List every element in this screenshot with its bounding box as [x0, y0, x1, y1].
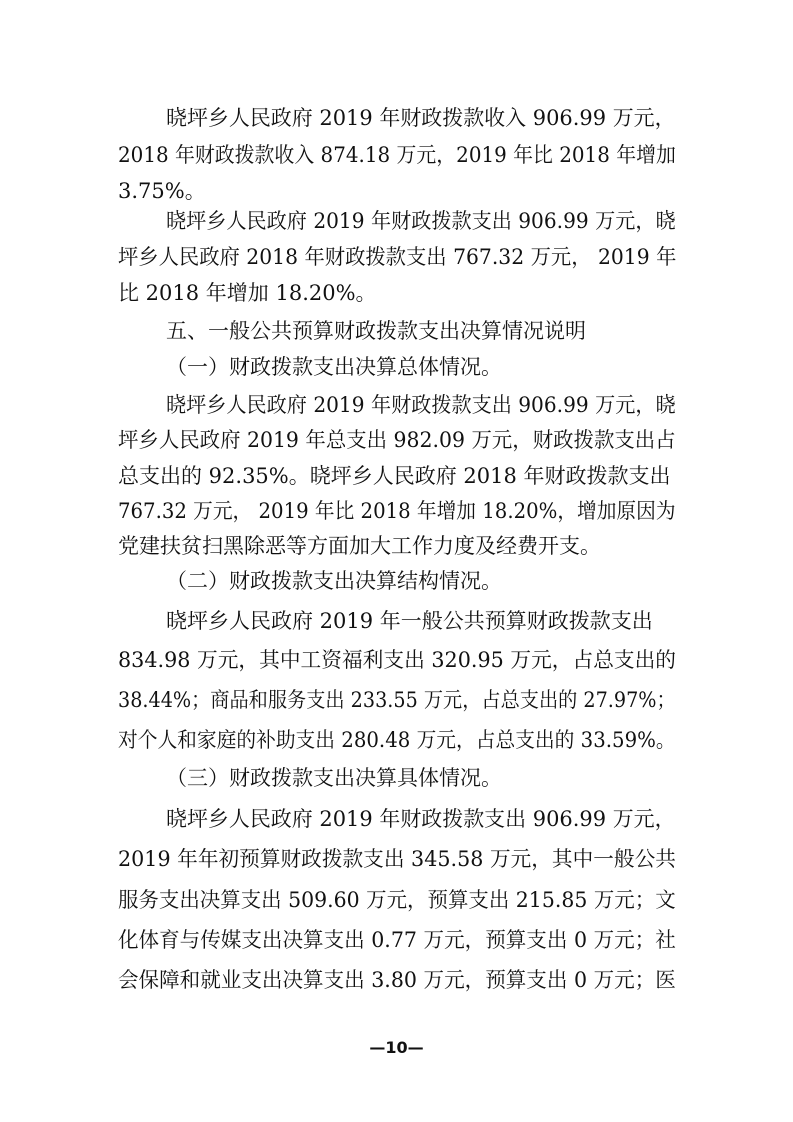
paragraph-line: 坪乡人民政府 2018 年财政拨款支出 767.32 万元， 2019 年	[118, 245, 677, 269]
paragraph-line: 晓坪乡人民政府 2019 年财政拨款收入 906.99 万元，	[166, 106, 676, 130]
paragraph-line: 2019 年年初预算财政拨款支出 345.58 万元，其中一般公共	[118, 847, 676, 871]
paragraph-line: 对个人和家庭的补助支出 280.48 万元，占总支出的 33.59%。	[118, 728, 676, 752]
paragraph-line: 晓坪乡人民政府 2019 年财政拨款支出 906.99 万元，	[166, 807, 676, 831]
subsection-heading: （三）财政拨款支出决算具体情况。	[166, 766, 502, 790]
paragraph-line: 晓坪乡人民政府 2019 年财政拨款支出 906.99 万元，晓	[166, 209, 676, 233]
paragraph-line: 化体育与传媒支出决算支出 0.77 万元，预算支出 0 万元；社	[118, 928, 676, 952]
subsection-heading: （一）财政拨款支出决算总体情况。	[166, 355, 502, 379]
paragraph-line: 总支出的 92.35%。晓坪乡人民政府 2018 年财政拨款支出	[118, 464, 671, 488]
page-number: —10—	[369, 1038, 424, 1057]
paragraph-line: 坪乡人民政府 2019 年总支出 982.09 万元，财政拨款支出占	[118, 428, 676, 452]
paragraph-line: 3.75%。	[118, 179, 206, 203]
paragraph-line: 晓坪乡人民政府 2019 年财政拨款支出 906.99 万元，晓	[166, 393, 676, 417]
paragraph-line: 767.32 万元， 2019 年比 2018 年增加 18.20%，增加原因为	[118, 499, 676, 523]
paragraph-line: 比 2018 年增加 18.20%。	[118, 281, 377, 305]
section-heading: 五、一般公共预算财政拨款支出决算情况说明	[166, 319, 586, 343]
paragraph-line: 2018 年财政拨款收入 874.18 万元，2019 年比 2018 年增加	[118, 143, 676, 167]
paragraph-line: 38.44%；商品和服务支出 233.55 万元，占总支出的 27.97%；	[118, 688, 676, 712]
paragraph-line: 晓坪乡人民政府 2019 年一般公共预算财政拨款支出	[166, 609, 653, 633]
paragraph-line: 会保障和就业支出决算支出 3.80 万元，预算支出 0 万元；医	[118, 968, 676, 992]
paragraph-line: 834.98 万元，其中工资福利支出 320.95 万元，占总支出的	[118, 648, 677, 672]
paragraph-line: 服务支出决算支出 509.60 万元，预算支出 215.85 万元；文	[118, 888, 676, 912]
subsection-heading: （二）财政拨款支出决算结构情况。	[166, 569, 502, 593]
paragraph-line: 党建扶贫扫黑除恶等方面加大工作力度及经费开支。	[118, 534, 601, 558]
